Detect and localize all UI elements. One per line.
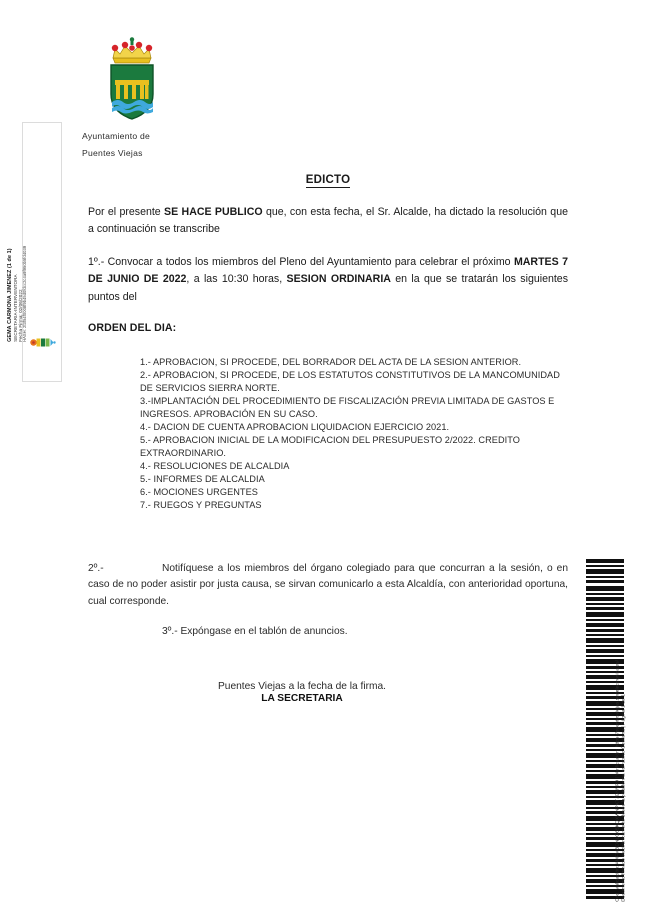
signer-name: GEMA CARMONA JIMENEZ (1 de 1) [7,248,14,342]
agenda-item: 5.- APROBACION INICIAL DE LA MODIFICACION DEL PRESUPUESTO 2/2022. CREDITO EXTRAORDINARIO. [140,435,520,459]
signature-place: Puentes Viejas a la fecha de la firma. [217,681,386,693]
signature-stamp-box [7,122,62,382]
intro-bold-1: SE HACE PUBLICO [164,206,263,218]
closing-section [88,561,568,638]
entity-name [82,128,312,162]
point1-part-3: en la que se tratarán los siguientes puntos del [88,273,568,303]
point-3-paragraph: 3º.- Expóngase en el tablón de anuncios. [162,626,348,638]
document-body [88,174,568,704]
signature-stamp-rotated-text [7,132,28,342]
point2-lead: 2º.- [88,562,104,574]
signature-stamp-text-area [7,123,63,348]
document-title-text: EDICTO [305,174,351,186]
agenda-item: 7.- RUEGOS Y PREGUNTAS [140,500,262,511]
espublico-logo-icon [30,336,56,349]
entity-line-2: Puentes Viejas [82,147,143,158]
agenda-item: 6.- MOCIONES URGENTES [140,487,258,498]
signer-date: Fecha Firma: 02/06/2022 [18,289,24,342]
coat-of-arms-icon [100,36,164,122]
crown-icon [112,37,152,63]
point-2-paragraph [88,561,568,611]
agenda-item: 1.- APROBACION, SI PROCEDE, DEL BORRADOR DEL ACTA DE LA SESION ANTERIOR. [140,356,522,367]
validation-code: Cód. Validación: AMFMBDNLG65KQXWNPKTJGNVF9 | Verificación: https://puentesviejas.sedelectronica.es/ [615,660,621,902]
agenda-item: 4.- DACION DE CUENTA APROBACION LIQUIDACION EJERCICIO 2021. [140,422,450,433]
agenda-heading: ORDEN DEL DIA: [88,321,177,334]
intro-part-2: que, con esta fecha, el Sr. Alcalde, ha dictado la resolución que a continuación se transcribe [88,206,568,236]
entity-line-1: Ayuntamiento de [82,131,151,141]
agenda-list [140,356,560,513]
agenda-item: 2.- APROBACION, SI PROCEDE, DE LOS ESTATUTOS CONSTITUTIVOS DE LA MANCOMUNIDAD DE SERVICIOS SIERRA NORTE. [140,369,560,393]
letterhead [82,36,312,162]
intro-paragraph [88,204,568,238]
agenda-item: 4.- RESOLUCIONES DE ALCALDIA [140,461,290,472]
point1-part-1: 1º.- Convocar a todos los miembros del Pleno del Ayuntamiento para celebrar el próximo [88,256,514,269]
intro-part-1: Por el presente [88,206,165,218]
document-title [88,174,568,186]
validation-rotated-text [615,557,628,902]
validation-block [586,557,646,902]
point1-bold-1: MARTES 7 DE JUNIO DE 2022 [88,256,568,286]
shield-icon [111,65,153,120]
signature-block [88,681,568,704]
point1-bold-2: SESION ORDINARIA [286,273,391,286]
agenda-item: 3.-IMPLANTACIÓN DEL PROCEDIMIENTO DE FISCALIZACIÓN PREVIA LIMITADA DE GASTOS E INGRESOS. APROBACIÓN EN SU CASO. [140,395,555,420]
point-1-paragraph [88,254,568,305]
signer-hash: HASH: 2f3f54f0008f9b45d0fdcc2c4a9f950b5fd4039 [22,245,28,342]
point2-text: Notifíquese a los miembros del órgano colegiado para que concurran a la sesión, o en caso de no poder asistir por justa causa, se sirvan comunicarlo a esta Alcaldía, con anterioridad oportuna, cual corresponde. [88,562,568,607]
agenda-item: 5.- INFORMES DE ALCALDIA [140,474,265,485]
signer-role: SECRETARIA-INTERVENTORA [13,274,19,342]
point1-part-2: , a las 10:30 horas, [186,273,287,286]
signature-role: LA SECRETARIA [261,693,343,705]
validation-platform: Documento firmado electrónicamente desde la plataforma esPublico Gestiona | Página 1 de 1 [621,694,627,902]
